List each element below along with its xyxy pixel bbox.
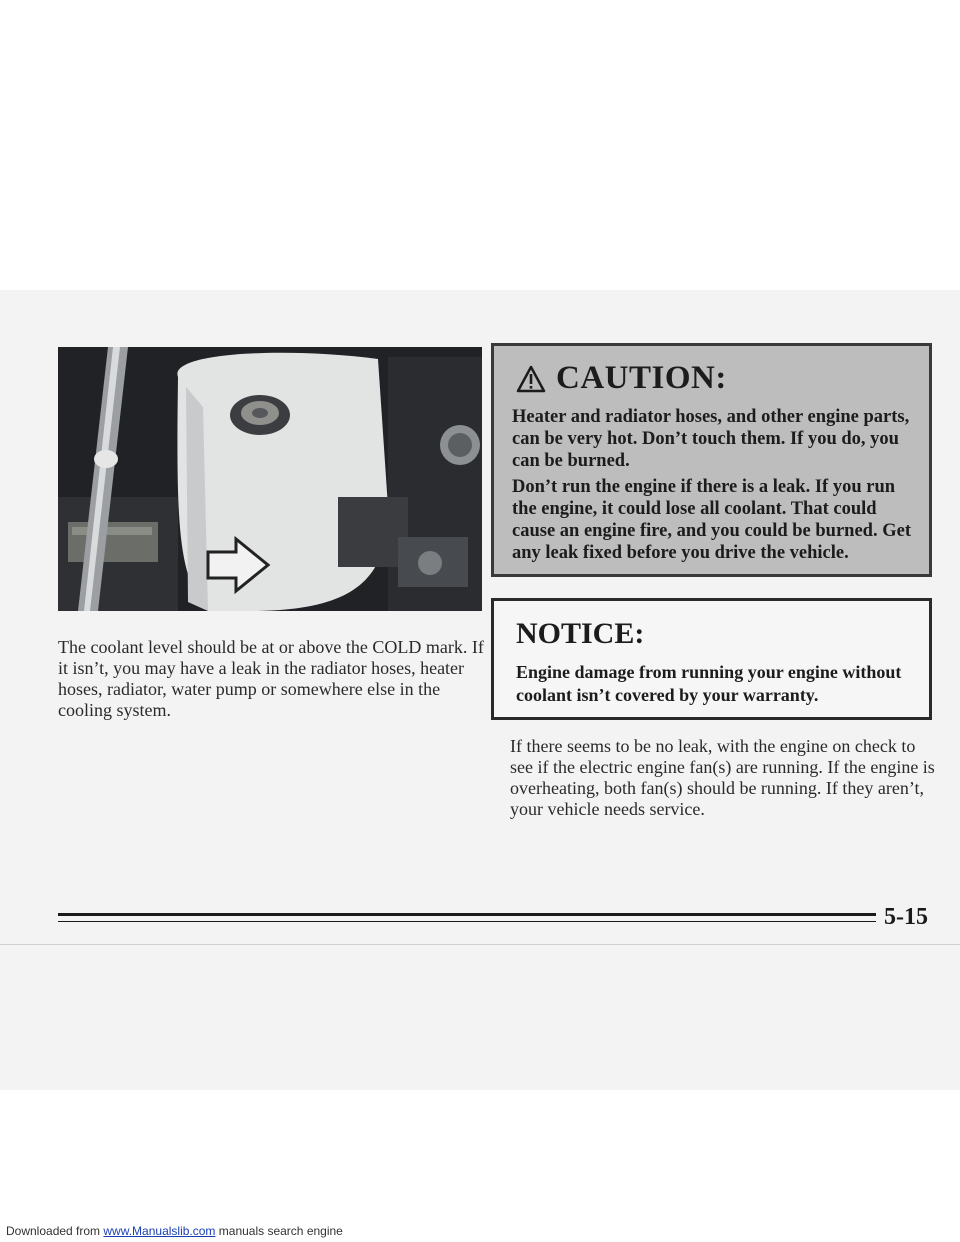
warning-triangle-icon xyxy=(516,365,546,393)
footer-rule-thick xyxy=(58,913,876,916)
caution-paragraph-hot-parts: Heater and radiator hoses, and other engine parts, can be very hot. Don’t touch them. If you do, you can be burned. xyxy=(512,407,910,471)
caution-paragraph-leak: Don’t run the engine if there is a leak. If you run the engine, it could lose all coolant. That could cause an engine fire, and you could be burned. Get any leak fixed before you drive the vehicle. xyxy=(512,477,911,563)
notice-label: NOTICE: xyxy=(516,617,645,650)
notice-box xyxy=(491,598,932,720)
engine-coolant-photo xyxy=(58,347,482,611)
download-footer xyxy=(6,1224,343,1238)
page-number: 5-15 xyxy=(884,904,928,930)
footer-rule-thin xyxy=(58,921,876,922)
notice-text: Engine damage from running your engine without coolant isn’t covered by your warranty. xyxy=(516,662,902,705)
fan-check-paragraph: If there seems to be no leak, with the engine on check to see if the electric engine fan(s) are running. If the engine is overheating, both fan(s) should be running. If they aren’t, your vehicle needs service. xyxy=(510,736,935,819)
coolant-level-paragraph: The coolant level should be at or above the COLD mark. If it isn’t, you may have a leak in the radiator hoses, heater hoses, radiator, water pump or somewhere else in the cooling system. xyxy=(58,637,484,720)
manualslib-link[interactable]: www.Manualslib.com xyxy=(103,1224,216,1238)
footer-suffix: manuals search engine xyxy=(215,1224,343,1238)
caution-label: CAUTION: xyxy=(556,360,727,396)
footer-prefix: Downloaded from xyxy=(6,1224,104,1238)
caution-box xyxy=(491,343,932,577)
caution-heading xyxy=(516,360,727,397)
page-edge-line xyxy=(0,944,960,945)
